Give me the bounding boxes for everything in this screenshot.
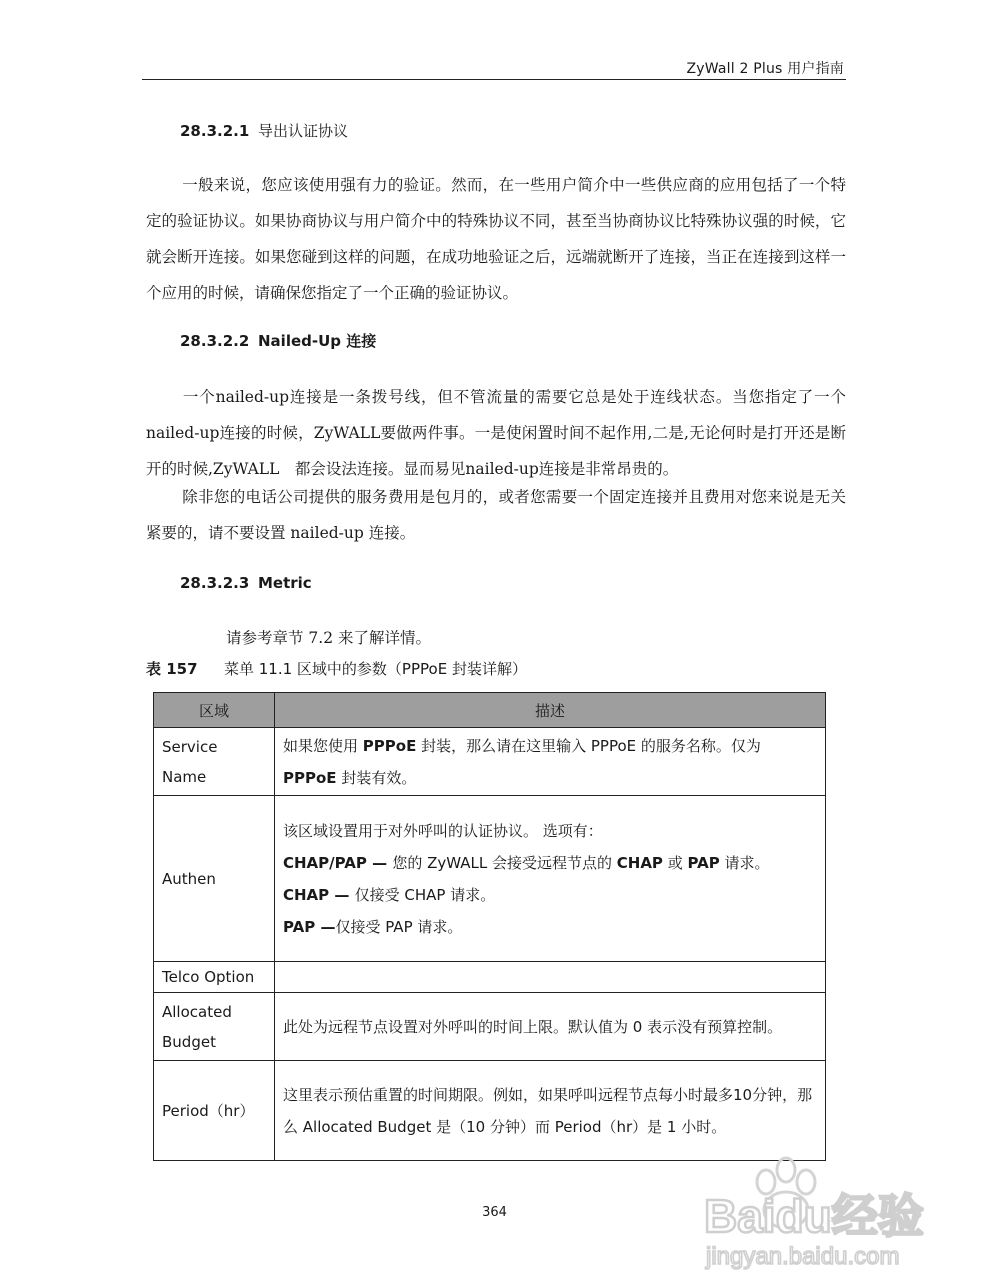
field-description: 如果您使用 PPPoE 封装，那么请在这里输入 PPPoE 的服务名称。仅为 PPPoE 封装有效。	[275, 728, 826, 796]
table-row	[154, 728, 826, 796]
field-description	[275, 962, 826, 993]
section-heading	[180, 574, 312, 592]
column-header-field: 区域	[154, 693, 275, 728]
section-number: 28.3.2.2	[180, 332, 250, 350]
watermark-url: jingyan.baidu.com	[706, 1243, 900, 1270]
section-title: 导出认证协议	[258, 122, 349, 140]
section-number: 28.3.2.1	[180, 122, 250, 140]
watermark-brand: Baidu经验	[704, 1190, 924, 1242]
field-name: Period（hr）	[154, 1061, 275, 1161]
table-caption	[146, 658, 527, 679]
table-caption-text: 菜单 11.1 区域中的参数（PPPoE 封装详解）	[224, 660, 527, 678]
paragraph-metric: 请参考章节 7.2 来了解详情。	[226, 629, 432, 647]
parameters-table	[153, 692, 826, 1161]
section-number: 28.3.2.3	[180, 574, 250, 592]
table-row	[154, 993, 826, 1061]
section-heading	[180, 330, 376, 351]
field-name: Allocated Budget	[154, 993, 275, 1061]
page-number: 364	[482, 1205, 507, 1220]
field-description: 此处为远程节点设置对外呼叫的时间上限。默认值为 0 表示没有预算控制。	[275, 993, 826, 1061]
table-row	[154, 796, 826, 962]
table-row	[154, 962, 826, 993]
baidu-jingyan-watermark	[700, 1140, 960, 1270]
table-caption-label: 表 157	[146, 660, 198, 678]
section-title: Metric	[258, 574, 312, 592]
field-description: 该区域设置用于对外呼叫的认证协议。 选项有： CHAP/PAP — 您的 ZyWALL 会接受远程节点的 CHAP 或 PAP 请求。 CHAP — 仅接受 CHAP 请求。 PAP —仅接受 PAP 请求。	[275, 796, 826, 962]
header-divider	[142, 79, 846, 80]
field-name: Telco Option	[154, 962, 275, 993]
field-description: 这里表示预估重置的时间期限。例如，如果呼叫远程节点每小时最多10分钟，那么 Allocated Budget 是（10 分钟）而 Period（hr）是 1 小时。	[275, 1061, 826, 1161]
table-header-row	[154, 693, 826, 728]
field-name: Authen	[154, 796, 275, 962]
paragraph-nailed-up-cost: 除非您的电话公司提供的服务费用是包月的，或者您需要一个固定连接并且费用对您来说是无关紧要的，请不要设置 nailed-up 连接。	[146, 488, 846, 542]
paragraph-nailed-up: 一个nailed-up连接是一条拨号线，但不管流量的需要它总是处于连线状态。当您指定了一个nailed-up连接的时候，ZyWALL要做两件事。一是使闲置时间不起作用,二是,无论何时是打开还是断开的时候,ZyWALL 都会设法连接。显而易见nailed-up连接是非常昂贵的。	[146, 388, 846, 478]
field-name: Service Name	[154, 728, 275, 796]
paragraph-auth: 一般来说，您应该使用强有力的验证。然而，在一些用户简介中一些供应商的应用包括了一个特定的验证协议。如果协商协议与用户简介中的特殊协议不同，甚至当协商协议比特殊协议强的时候，它就会断开连接。如果您碰到这样的问题，在成功地验证之后，远端就断开了连接，当正在连接到这样一个应用的时候，请确保您指定了一个正确的验证协议。	[146, 176, 846, 302]
section-title: Nailed-Up 连接	[258, 332, 377, 350]
column-header-description: 描述	[275, 693, 826, 728]
header-title: ZyWall 2 Plus 用户指南	[686, 61, 844, 77]
section-heading	[180, 120, 348, 141]
